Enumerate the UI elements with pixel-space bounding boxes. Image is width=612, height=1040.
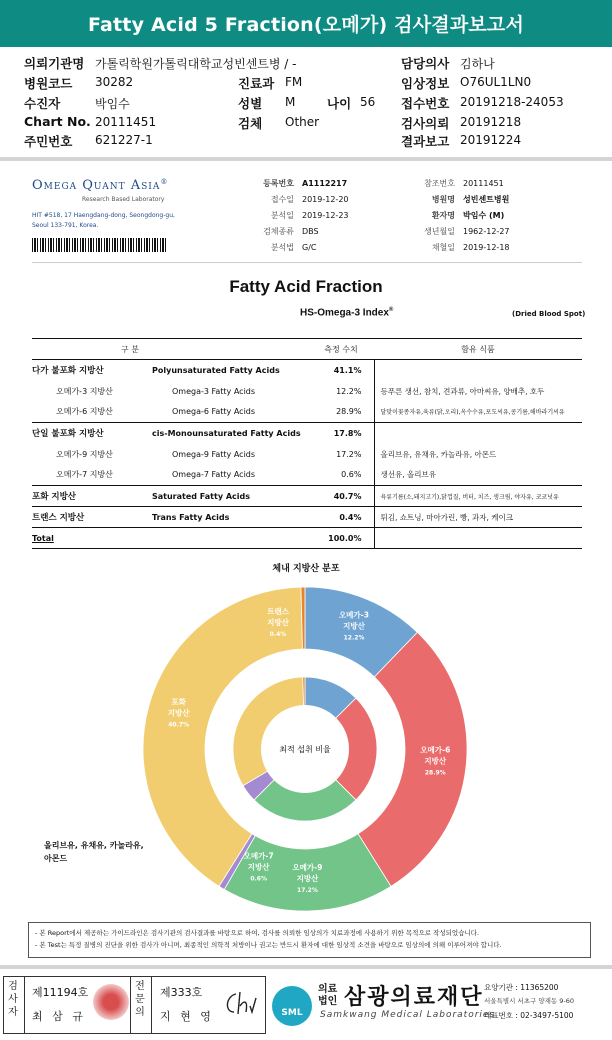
disclaimer-box [28,922,591,958]
header-value: 측정 수치 [308,339,374,360]
meta-row [400,194,509,205]
outer-label-line: 28.9% [424,769,446,777]
meta-value: 1962-12-27 [463,227,510,236]
lab-tagline: Research Based Laboratory [82,196,165,203]
inspector-label: 검사자 [8,981,18,1018]
header-label-age: 나이 [327,96,352,111]
lab-logo: Omega Quant Asia® [32,178,169,193]
footer-divider [0,965,612,969]
row-korean-name: 오메가-6 지방산 [32,402,146,423]
outer-label-line: 포화 [171,697,186,707]
row-food [374,360,582,381]
org-code: 요양기관 : 11365200 [484,983,559,992]
table-row [32,402,582,423]
header-label-doctor: 담당의사 [401,56,450,71]
org-english-name: Samkwang Medical Laboratories [320,1010,496,1020]
meta-key: 채혈일 [431,243,455,252]
row-value: 0.6% [308,465,374,486]
row-food: 튀김, 쇼트닝, 마아가린, 빵, 과자, 케이크 [374,507,582,528]
meta-row [400,226,510,237]
table-row [32,381,582,402]
total-food-empty [374,528,582,549]
row-food: 육류기름(소,돼지고기),닭껍질, 버터, 치즈, 생크림, 야자유, 코코넛유 [374,486,582,507]
header-label-department: 진료과 [238,76,275,91]
header-value-sex: M [285,95,296,109]
row-food [374,423,582,444]
meta-row [232,210,349,221]
table-row [32,444,582,465]
header-divider [0,157,612,161]
chart-side-note: 올리브유, 유채유, 카놀라유, 아몬드 [44,841,144,863]
meta-row [400,178,504,189]
specialist-label: 전문의 [135,981,145,1018]
header-label-hospital-code: 병원코드 [24,76,73,91]
table-row [32,486,582,507]
signature-divider-3 [151,976,152,1034]
org-address: 서울특별시 서초구 양재동 9-60 [484,997,575,1005]
row-food: 올리브유, 유채유, 카놀라유, 아몬드 [374,444,582,465]
outer-label-line: 오메가-7 [243,851,274,861]
header-value-receipt-no: 20191218-24053 [460,95,564,109]
row-value: 28.9% [308,402,374,423]
table-row [32,423,582,444]
header-value-request-date: 20191218 [460,115,522,129]
meta-key: 접수일 [270,195,294,204]
table-row [32,360,582,381]
header-value-clinical-info: O76UL1LN0 [460,75,532,89]
row-english-name: Saturated Fatty Acids [146,486,308,507]
meta-key: 생년월일 [424,227,455,236]
disclaimer-line-2: - 본 Test는 특정 질병의 진단을 위한 검사가 아니며, 최종적인 의학적 처방이나 권고는 반드시 환자에 대한 임상적 소견을 바탕으로 임상의에 의해 이루어져야 합니다. [35,941,502,949]
outer-label-line: 지방산 [167,708,190,718]
meta-divider [32,262,582,263]
row-english-name: cis-Monounsaturated Fatty Acids [152,428,301,438]
outer-label-line: 17.2% [297,886,318,894]
sample-type: (Dried Blood Spot) [512,310,586,318]
org-prefix: 의료 법인 [318,984,338,1007]
specialist-name: 지 현 영 [160,1010,214,1023]
signature-divider-1 [24,976,25,1034]
row-korean-name: 오메가-7 지방산 [32,465,146,486]
fatty-acid-table [32,338,582,549]
meta-value: 박임수 (M) [463,211,505,220]
outer-label-line: 12.2% [343,634,365,642]
total-value: 100.0% [308,528,374,549]
outer-label-line: 지방산 [247,862,270,872]
meta-row [232,178,347,189]
row-korean-name: 오메가-3 지방산 [56,386,113,396]
header-value-age: 56 [360,95,376,109]
header-value-specimen: Other [285,115,320,129]
row-value: 17.2% [336,449,362,459]
meta-key: 등록번호 [263,179,294,188]
meta-row [400,242,510,253]
row-english-name: Omega-7 Fatty Acids [146,465,308,486]
meta-value: G/C [302,243,317,252]
table-total-row [32,528,582,549]
meta-key: 참조번호 [424,179,455,188]
outer-label-line: 지방산 [296,873,319,883]
row-english-name: Polyunsaturated Fatty Acids [152,365,280,375]
row-value: 12.2% [336,386,362,396]
outer-label-line: 0.4% [269,630,287,638]
chart-center-label: 최적 섭취 비율 [279,745,331,754]
fatty-acid-distribution-chart [140,584,470,914]
header-label-specimen: 검체 [238,116,263,131]
meta-value: A1112217 [302,179,348,188]
row-value: 41.1% [333,365,362,375]
meta-row [232,242,316,253]
meta-key: 분석법 [270,243,294,252]
meta-row [232,226,319,237]
meta-key: 검체종류 [263,227,294,236]
outer-label-line: 지방산 [424,756,447,766]
outer-label-line: 40.7% [168,721,190,729]
footer [0,972,612,1040]
header-label-report-date: 결과보고 [401,134,450,149]
inspector-name: 최 삼 규 [32,1010,86,1023]
meta-row [400,210,504,221]
meta-value: 2019-12-23 [302,211,349,220]
meta-key: 병원명 [431,195,455,204]
page-title: Fatty Acid 5 Fraction(오메가) 검사결과보고서 [0,0,612,47]
outer-label-line: 지방산 [267,617,289,627]
header-label-receipt-no: 접수번호 [401,96,450,111]
chart-title: 체내 지방산 분포 [272,564,340,574]
row-korean-name: 트랜스 지방산 [32,507,146,528]
row-korean-name: 포화 지방산 [32,486,146,507]
row-food: 등푸른 생선, 참치, 견과류, 아마씨유, 양배추, 호두 [374,381,582,402]
header-value-hospital-code: 30282 [95,75,134,89]
lab-address-1: HIT #518, 17 Haengdang-dong, Seongdong-gu, [32,212,175,219]
header-label-patient: 수진자 [24,96,61,111]
sml-logo-icon: SML [272,986,312,1026]
row-food: 달맞이꽃종자유,육류(닭,오리),옥수수유,포도씨유,콩기름,해바라기씨유 [374,402,582,423]
table-row [32,507,582,528]
row-korean-name: 오메가-9 지방산 [56,449,113,459]
org-name: 삼광의료재단 [344,985,484,1010]
signature-divider-2 [130,976,131,1034]
row-korean-name: 단일 불포화 지방산 [32,429,104,440]
meta-key: 환자명 [431,211,455,220]
meta-value: DBS [302,227,319,236]
section-title: Fatty Acid Fraction [229,277,383,296]
row-english-name: Omega-9 Fatty Acids [172,449,256,459]
barcode [32,238,167,252]
row-korean-name: 다가 불포화 지방산 [32,366,104,377]
row-english-name: Omega-3 Fatty Acids [172,386,256,396]
lab-address-2: Seoul 133-791, Korea. [32,222,99,229]
header-value-department: FM [285,75,303,89]
outer-label-line: 오메가-3 [338,610,370,620]
header-row-institution: 의뢰기관명 [24,56,85,71]
row-value: 0.4% [308,507,374,528]
header-value-patient: 박임수 [95,97,130,111]
inspector-id: 제11194호 [32,986,89,999]
row-english-name: Trans Fatty Acids [146,507,308,528]
row-value: 40.7% [308,486,374,507]
meta-value: 2019-12-18 [463,243,510,252]
header-value-institution: 가톨릭학원가톨릭대학교성빈센트병 / - [95,57,297,71]
header-value-resident-no: 621227-1 [95,133,153,147]
meta-row [232,194,349,205]
row-english-name: Omega-6 Fatty Acids [146,402,308,423]
outer-label-line: 오메가-6 [420,745,451,755]
disclaimer-line-1: - 본 Report에서 제공하는 가이드라인은 검사기관의 검사결과를 바탕으로 하여, 검사를 의뢰한 임상의가 치료과정에 사용하기 위한 목적으로 작성되었습니다. [35,929,480,937]
header-value-report-date: 20191224 [460,133,522,147]
outer-label-line: 트랜스 [267,606,289,616]
specialist-signature [222,986,258,1018]
outer-label-line: 오메가-9 [292,862,323,872]
org-tel: 대표번호 : 02-3497-5100 [484,1011,574,1020]
header-label-chart-no: Chart No. [24,114,91,129]
header-label-request-date: 검사의뢰 [401,116,450,131]
row-food: 생선유, 올리브유 [374,465,582,486]
total-label: Total [32,528,308,549]
hs-index: HS-Omega-3 Index® [300,307,394,319]
meta-key: 분석일 [270,211,294,220]
header-category: 구 분 [32,339,308,360]
table-row [32,465,582,486]
outer-label-5 [267,606,289,638]
header-food: 함유 식품 [374,339,582,360]
header-value-doctor: 김하나 [460,57,495,71]
meta-value: 2019-12-20 [302,195,349,204]
inspector-seal [93,984,129,1020]
outer-label-line: 0.6% [250,875,267,883]
meta-value: 20111451 [463,179,504,188]
header-label-clinical-info: 임상정보 [401,76,450,91]
specialist-id: 제333호 [160,986,203,999]
row-value: 17.8% [333,428,362,438]
meta-value: 성빈센트병원 [463,195,510,204]
header-value-chart-no: 20111451 [95,115,157,129]
header-label-resident-no: 주민번호 [24,134,73,149]
header-label-sex: 성별 [238,96,263,111]
outer-label-line: 지방산 [343,621,365,631]
table-header-row [32,339,582,360]
